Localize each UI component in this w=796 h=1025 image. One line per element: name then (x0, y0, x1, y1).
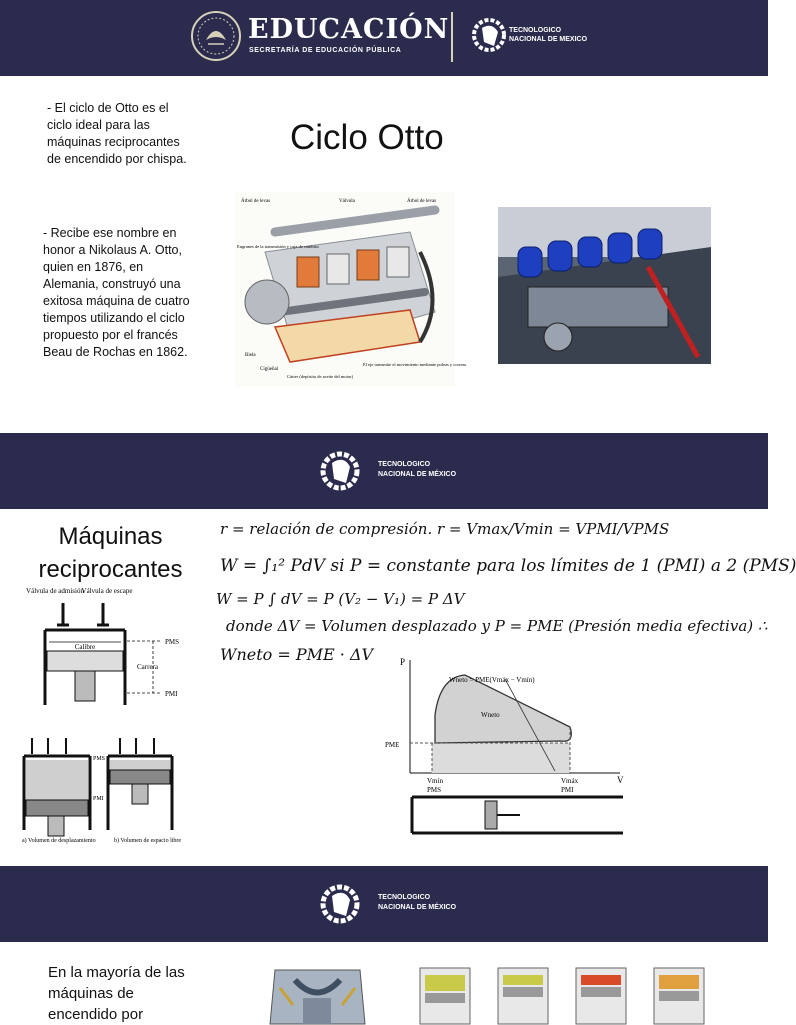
caption-a: a) Volumen de desplazamiento (22, 838, 96, 844)
section-band-3 (0, 866, 768, 942)
pv-vmin: Vmín (427, 777, 443, 785)
header-title: EDUCACIÓN (248, 14, 450, 45)
label-shaft: El eje transmite el movimiento mediante poleas y correas (363, 362, 467, 367)
stroke-compression (498, 968, 548, 1024)
cylinder-diagram (25, 585, 185, 710)
tecnm-line1: TECNOLOGICO (378, 461, 431, 468)
pv-wneto-eq: Wneto = PME(Vmáx − Vmín) (449, 676, 535, 684)
header-subtitle: SECRETARÍA DE EDUCACIÓN PÚBLICA (249, 47, 402, 54)
tecnm-line1: TECNOLOGICO (378, 894, 431, 901)
race-engine-photo (498, 207, 711, 364)
slide3-paragraph: En la mayoría de las máquinas de encendido por (48, 964, 185, 1023)
label-gears: Engranes de la transmisión y caja de cambios (237, 244, 319, 249)
tecnm-line1: TECNOLOGICO (509, 27, 562, 34)
tecnm-line2: NACIONAL DE MÉXICO (378, 471, 457, 478)
label-valves: Válvula (339, 199, 355, 204)
stroke-sequence-diagram (415, 963, 715, 1024)
tecnm-logo-text (378, 893, 456, 913)
tecnm-logo-text (509, 26, 587, 44)
slide1-paragraph-1: - El ciclo de Otto es el ciclo ideal para las máquinas reciprocantes de encendido por chispa. (47, 101, 187, 166)
pv-vmax: Vmáx (561, 777, 579, 785)
equation-net-work: Wneto = PME · ΔV (220, 645, 374, 664)
displacement-diagram (20, 730, 185, 855)
tecnm-line2: NACIONAL DE MEXICO (509, 36, 588, 43)
axis-v: V (617, 775, 624, 785)
axis-p: P (400, 657, 406, 667)
pv-pms: PMS (427, 786, 442, 794)
tecnm-logo-icon (472, 12, 506, 58)
label-cam-left: Árbol de levas (241, 199, 271, 204)
label-pms-2: PMS (93, 756, 106, 762)
equation-compression-ratio: r = relación de compresión. r = Vmax/Vmin = VPMI/VPMS (220, 520, 670, 538)
pv-pme: PME (385, 741, 400, 749)
engine-head-diagram (265, 960, 370, 1024)
caption-b: b) Volumen de espacio libre (114, 838, 182, 844)
label-sump: Cárter (depósito de aceite del motor) (287, 374, 354, 379)
tecnm-logo-text (378, 460, 456, 480)
tecnm-line2: NACIONAL DE MÉXICO (378, 904, 457, 911)
slide2-title: Máquinas reciprocantes (38, 523, 183, 583)
header-divider (451, 12, 453, 62)
equation-work-constant: W = P ∫ dV = P (V₂ − V₁) = P ΔV (216, 590, 465, 608)
label-valve-in: Válvula de admisión (26, 587, 84, 595)
label-crank: Cigüeñal (260, 367, 279, 372)
label-bore: Calibre (74, 643, 96, 651)
engine-cutaway-diagram (235, 192, 467, 387)
pv-diagram (385, 655, 630, 835)
slide1-paragraph-2: - Recibe ese nombre en honor a Nikolaus A. Otto, quien en 1876, en Alemania, construyó una exitosa máquina de cuatro tiempos utilizando el ciclo propuesto por el francés Beau de Rochas en 1862. (43, 226, 190, 359)
label-pms: PMS (165, 638, 180, 646)
stroke-power (576, 968, 626, 1024)
label-stroke: Carrera (137, 663, 158, 671)
pv-wneto: Wneto (481, 711, 500, 719)
label-pmi-2: PMI (93, 796, 104, 802)
stroke-intake (420, 968, 470, 1024)
label-valve-out: Válvula de escape (81, 587, 133, 595)
national-seal-icon (190, 10, 242, 62)
label-cam-right: Árbol de levas (407, 199, 437, 204)
section-band-2 (0, 433, 768, 509)
stroke-exhaust (654, 968, 704, 1024)
pv-loop (435, 675, 571, 743)
equation-work-integral: W = ∫₁² PdV si P = constante para los límites de 1 (PMI) a 2 (PMS) (220, 556, 796, 576)
header-band (0, 0, 768, 76)
label-pmi: PMI (165, 690, 178, 698)
equation-definitions: donde ΔV = Volumen desplazado y P = PME (Presión media efectiva) ∴ (226, 617, 768, 635)
pv-pmi: PMI (561, 786, 574, 794)
tecnm-logo-icon (320, 876, 360, 932)
flywheel (245, 280, 289, 324)
tecnm-logo-icon (320, 443, 360, 499)
slide1-title: Ciclo Otto (290, 118, 444, 157)
label-belt: Biela (245, 353, 256, 358)
